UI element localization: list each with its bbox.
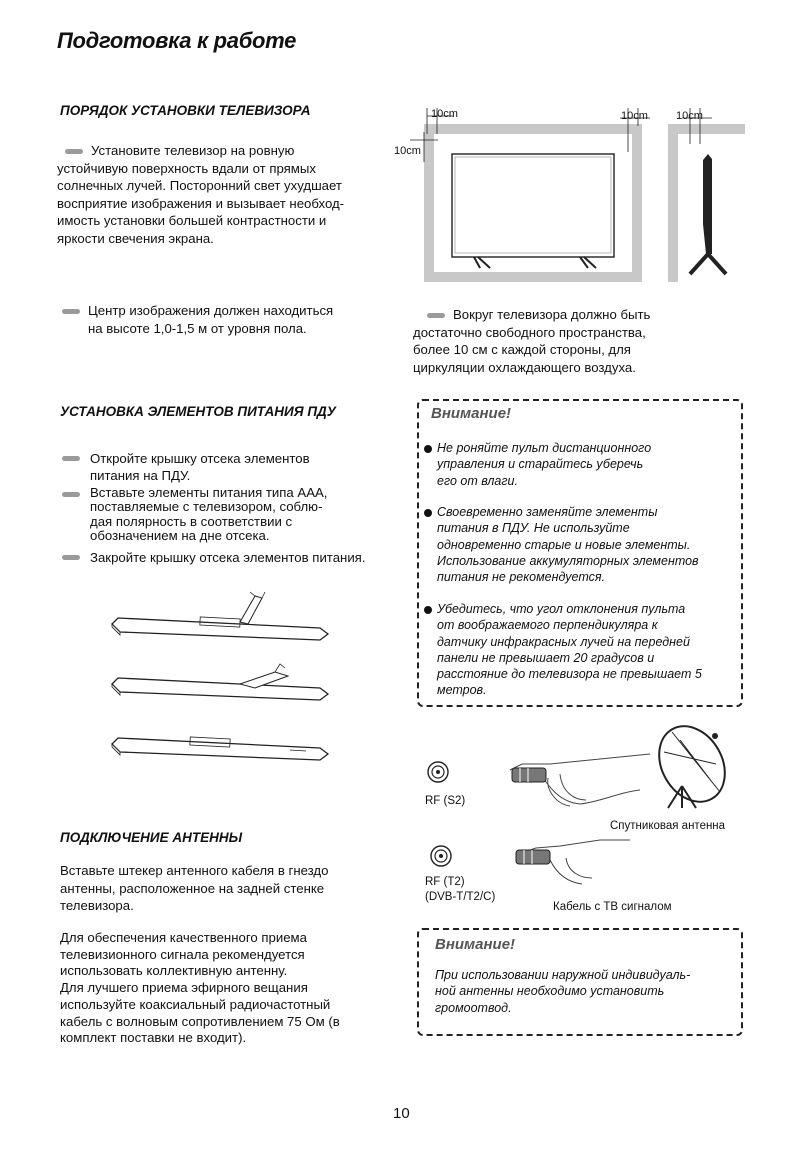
antenna-heading: ПОДКЛЮЧЕНИЕ АНТЕННЫ xyxy=(60,830,243,845)
bullet-icon xyxy=(62,309,80,314)
dim-side-label: 10cm xyxy=(676,110,703,122)
install-heading: ПОРЯДОК УСТАНОВКИ ТЕЛЕВИЗОРА xyxy=(60,103,311,118)
warning-box-antenna xyxy=(417,928,743,1036)
satellite-antenna-label: Спутниковая антенна xyxy=(610,820,726,832)
tv-front-icon xyxy=(452,154,614,257)
bullet-icon xyxy=(62,456,80,461)
warning-title: Внимание! xyxy=(431,405,512,422)
battery-heading: УСТАНОВКА ЭЛЕМЕНТОВ ПИТАНИЯ ПДУ xyxy=(60,404,336,419)
bullet-icon xyxy=(62,555,80,560)
warning-item: Не роняйте пульт дистанционного управления и старайтесь уберечь его от влаги. xyxy=(437,440,737,489)
warning-title: Внимание! xyxy=(435,936,516,953)
remote-open-icon xyxy=(112,592,328,640)
warning-item: Своевременно заменяйте элементы питания в ПДУ. Не используйте одновременно старые и новые элементы. Использование аккумуляторных элементов питания не рекомендуется. xyxy=(437,504,737,585)
antenna-paragraph-2: Для обеспечения качественного приема телевизионного сигнала рекомендуется использовать коллективную антенну. Для лучшего приема эфирного вещания используйте коаксиальный радиочастотный кабель с волновым сопротивлением 75 Ом (в комплект поставки не входит). xyxy=(60,930,340,1046)
hand-cable-plug-icon xyxy=(516,840,630,884)
bullet-dot-icon xyxy=(424,606,432,614)
dim-left-label: 10cm xyxy=(394,145,421,157)
tv-clearance-diagram xyxy=(390,104,750,294)
bullet-dot-icon xyxy=(424,445,432,453)
warning-item: Убедитесь, что угол отклонения пульта от воображаемого перпендикуляра к датчику инфракрасных лучей на передней панели не превышает 20 градусов и расстояние до телевизора не превышает 5 метров. xyxy=(437,601,737,699)
remote-insert-icon xyxy=(112,664,328,700)
bullet-icon xyxy=(62,492,80,497)
rf-t2-label: RF (T2) xyxy=(425,876,465,888)
space-paragraph: Вокруг телевизора должно быть достаточно свободного пространства, более 10 см с каждой стороны, для циркуляции охлаждающего воздуха. xyxy=(413,307,651,375)
bullet-dot-icon xyxy=(424,509,432,517)
remote-closed-icon xyxy=(112,737,328,760)
hand-plug-icon xyxy=(510,754,650,806)
tv-stand-icon xyxy=(474,257,596,268)
warning-box-remote xyxy=(417,399,743,707)
antenna-paragraph-1: Вставьте штекер антенного кабеля в гнездо антенны, расположенное на задней стенке телевизора. xyxy=(60,863,329,913)
page-title: Подготовка к работе xyxy=(57,28,297,53)
satellite-dish-icon xyxy=(646,714,738,813)
warning-text: При использовании наружной индивидуаль- ной антенны необходимо установить громоотвод. xyxy=(435,968,691,1015)
remote-battery-illustration xyxy=(110,592,335,782)
page-number: 10 xyxy=(393,1105,410,1122)
install-paragraph: Установите телевизор на ровную устойчивую поверхность вдали от прямых солнечных лучей. Посторонний свет ухудшает восприятие изображения и вызывает необход- имость установки большей контрастности и яркости свечения экрана. xyxy=(57,143,345,246)
dim-top-label: 10cm xyxy=(431,108,458,120)
battery-steps: Откройте крышку отсека элементов питания на ПДУ. Вставьте элементы питания типа ААА, поставляемые с телевизором, соблю- дая полярность в соответствии с обозначением на дне отсека. Закройте крышку отсека элементов питания. xyxy=(90,450,410,566)
rf-s2-connector-icon xyxy=(428,762,448,782)
rf-t2-connector-icon xyxy=(431,846,451,866)
tv-side-icon xyxy=(703,154,712,254)
antenna-connection-illustration xyxy=(420,712,750,912)
center-height-paragraph: Центр изображения должен находиться на высоте 1,0-1,5 м от уровня пола. xyxy=(62,302,392,337)
tv-cable-label: Кабель с ТВ сигналом xyxy=(553,901,672,913)
rf-t2-standards-label: (DVB-T/T2/C) xyxy=(425,891,496,903)
bullet-icon xyxy=(65,149,83,154)
bullet-icon xyxy=(427,313,445,318)
dim-right-label: 10cm xyxy=(621,110,648,122)
rf-s2-label: RF (S2) xyxy=(425,795,466,807)
